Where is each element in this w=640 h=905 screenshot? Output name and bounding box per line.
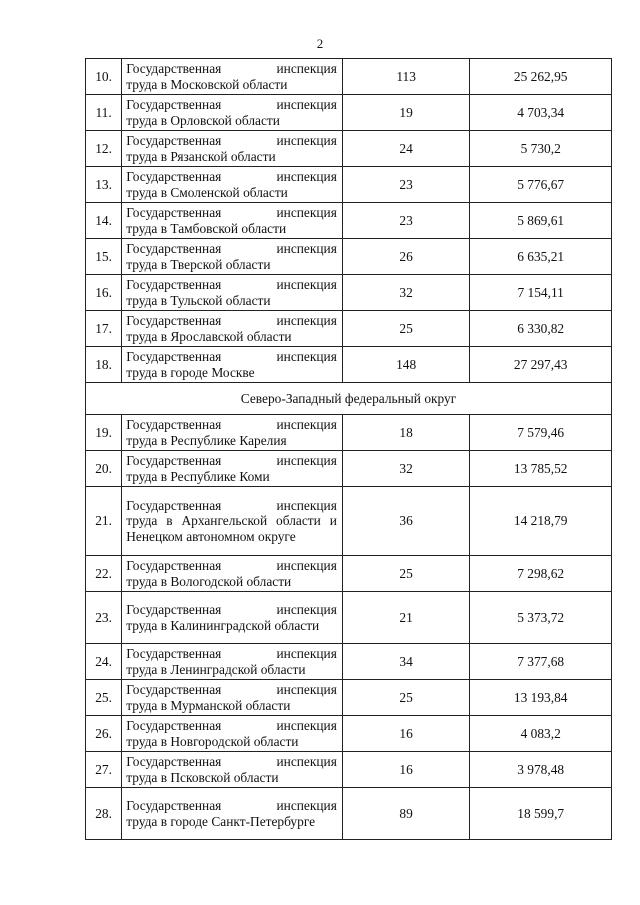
organization-name (122, 752, 343, 788)
row-number: 28. (86, 788, 122, 840)
table-row (86, 644, 612, 680)
table-row (86, 239, 612, 275)
rows-north-west (86, 415, 612, 840)
table-row (86, 415, 612, 451)
name-rest: труда в городе Москве (126, 364, 255, 380)
budget-amount: 7 579,46 (470, 415, 612, 451)
organization-name (122, 167, 343, 203)
staff-count: 113 (342, 59, 470, 95)
budget-amount: 18 599,7 (470, 788, 612, 840)
name-rest: труда в Калининградской области (126, 617, 320, 633)
name-word-1: Государственная (126, 682, 222, 697)
name-first-line (126, 754, 337, 770)
name-word-1: Государственная (126, 798, 222, 813)
row-number: 22. (86, 556, 122, 592)
name-rest: труда в Смоленской области (126, 184, 288, 200)
staff-count: 34 (342, 644, 470, 680)
organization-name (122, 487, 343, 556)
name-word-1: Государственная (126, 718, 222, 733)
staff-count: 18 (342, 415, 470, 451)
staff-count: 25 (342, 556, 470, 592)
name-word-2: инспекция (276, 453, 337, 468)
table-row (86, 716, 612, 752)
organization-name (122, 415, 343, 451)
name-word-1: Государственная (126, 205, 222, 220)
name-word-1: Государственная (126, 349, 222, 364)
row-number: 12. (86, 131, 122, 167)
staff-count: 24 (342, 131, 470, 167)
name-first-line (126, 169, 337, 185)
organization-name (122, 311, 343, 347)
row-number: 23. (86, 592, 122, 644)
organization-name (122, 131, 343, 167)
staff-count: 32 (342, 451, 470, 487)
name-word-2: инспекция (276, 169, 337, 184)
budget-amount: 5 730,2 (470, 131, 612, 167)
name-rest: труда в Псковской области (126, 769, 279, 785)
name-word-1: Государственная (126, 277, 222, 292)
staff-count: 36 (342, 487, 470, 556)
name-first-line (126, 558, 337, 574)
name-first-line (126, 417, 337, 433)
budget-amount: 3 978,48 (470, 752, 612, 788)
row-number: 10. (86, 59, 122, 95)
organization-name (122, 451, 343, 487)
name-first-line (126, 602, 337, 618)
name-rest: труда в Ярославской области (126, 328, 292, 344)
name-word-2: инспекция (276, 718, 337, 733)
name-word-2: инспекция (276, 313, 337, 328)
name-word-2: инспекция (276, 754, 337, 769)
row-number: 24. (86, 644, 122, 680)
name-first-line (126, 453, 337, 469)
budget-amount: 4 083,2 (470, 716, 612, 752)
name-word-2: инспекция (276, 682, 337, 697)
budget-amount: 7 154,11 (470, 275, 612, 311)
table-row (86, 592, 612, 644)
name-word-2: инспекция (276, 602, 337, 617)
row-number: 17. (86, 311, 122, 347)
budget-amount: 13 193,84 (470, 680, 612, 716)
name-word-2: инспекция (276, 97, 337, 112)
name-rest: труда в Орловской области (126, 112, 280, 128)
name-word-2: инспекция (276, 277, 337, 292)
budget-amount: 5 373,72 (470, 592, 612, 644)
table-row (86, 680, 612, 716)
name-word-1: Государственная (126, 754, 222, 769)
name-word-1: Государственная (126, 97, 222, 112)
budget-amount: 5 776,67 (470, 167, 612, 203)
name-first-line (126, 682, 337, 698)
table-row (86, 167, 612, 203)
name-rest: труда в Республике Карелия (126, 432, 287, 448)
table-row (86, 311, 612, 347)
organization-name (122, 347, 343, 383)
name-word-1: Государственная (126, 313, 222, 328)
name-word-2: инспекция (276, 417, 337, 432)
organization-name (122, 556, 343, 592)
organization-name (122, 680, 343, 716)
staff-count: 19 (342, 95, 470, 131)
table-row (86, 275, 612, 311)
name-rest: труда в Новгородской области (126, 733, 299, 749)
name-word-1: Государственная (126, 241, 222, 256)
staff-count: 25 (342, 311, 470, 347)
name-first-line (126, 205, 337, 221)
staff-count: 26 (342, 239, 470, 275)
organization-name (122, 95, 343, 131)
row-number: 25. (86, 680, 122, 716)
organization-name (122, 716, 343, 752)
row-number: 11. (86, 95, 122, 131)
name-word-1: Государственная (126, 602, 222, 617)
name-word-2: инспекция (276, 61, 337, 76)
name-word-2: инспекция (276, 497, 337, 513)
organization-name (122, 275, 343, 311)
name-first-line (126, 61, 337, 77)
name-first-line (126, 718, 337, 734)
name-first-line (126, 133, 337, 149)
row-number: 16. (86, 275, 122, 311)
staff-count: 16 (342, 716, 470, 752)
name-word-1: Государственная (126, 558, 222, 573)
name-rest: труда в Тамбовской области (126, 220, 287, 236)
name-word-1: Государственная (126, 133, 222, 148)
budget-table (85, 58, 612, 840)
name-first-line (126, 97, 337, 113)
name-rest: труда в Тверской области (126, 256, 271, 272)
organization-name (122, 203, 343, 239)
name-first-line (126, 313, 337, 329)
name-rest: труда в Московской области (126, 76, 288, 92)
table-row (86, 788, 612, 840)
name-word-1: Государственная (126, 646, 222, 661)
name-first-line (126, 349, 337, 365)
name-first-line (126, 277, 337, 293)
name-rest: труда в городе Санкт-Петербурге (126, 813, 316, 829)
row-number: 19. (86, 415, 122, 451)
name-rest: труда в Тульской области (126, 292, 271, 308)
name-word-1: Государственная (126, 169, 222, 184)
budget-amount: 25 262,95 (470, 59, 612, 95)
staff-count: 25 (342, 680, 470, 716)
table-row (86, 131, 612, 167)
row-number: 13. (86, 167, 122, 203)
name-word-1: Государственная (126, 61, 222, 76)
staff-count: 89 (342, 788, 470, 840)
name-word-1: Государственная (126, 453, 222, 468)
row-number: 20. (86, 451, 122, 487)
name-first-line (126, 646, 337, 662)
name-first-line (126, 241, 337, 257)
budget-amount: 14 218,79 (470, 487, 612, 556)
name-word-1: Государственная (126, 417, 222, 432)
page-number: 2 (316, 36, 324, 51)
name-rest: труда в Вологодской области (126, 573, 292, 589)
name-word-2: инспекция (276, 798, 337, 813)
section-title-north-west: Северо-Западный федеральный округ (86, 383, 612, 415)
name-word-2: инспекция (276, 349, 337, 364)
table-row (86, 556, 612, 592)
row-number: 27. (86, 752, 122, 788)
organization-name (122, 644, 343, 680)
name-word-2: инспекция (276, 133, 337, 148)
name-word-2: инспекция (276, 558, 337, 573)
table-row (86, 347, 612, 383)
budget-amount: 4 703,34 (470, 95, 612, 131)
name-word-2: инспекция (276, 241, 337, 256)
name-rest: труда в Мурманской области (126, 697, 291, 713)
row-number: 21. (86, 487, 122, 556)
table-row (86, 95, 612, 131)
rows-central (86, 59, 612, 383)
name-rest: труда в Республике Коми (126, 468, 270, 484)
budget-amount: 6 330,82 (470, 311, 612, 347)
table-row (86, 59, 612, 95)
name-first-line (126, 798, 337, 814)
table-row (86, 451, 612, 487)
staff-count: 21 (342, 592, 470, 644)
staff-count: 16 (342, 752, 470, 788)
staff-count: 23 (342, 203, 470, 239)
name-rest: труда в Рязанской области (126, 148, 276, 164)
staff-count: 23 (342, 167, 470, 203)
name-first-line (126, 498, 337, 514)
name-word-1: Государственная (126, 497, 222, 513)
table-row (86, 752, 612, 788)
organization-name (122, 239, 343, 275)
row-number: 18. (86, 347, 122, 383)
name-rest: труда в Архангельской области и Ненецком автономном округе (126, 513, 337, 544)
budget-amount: 7 298,62 (470, 556, 612, 592)
organization-name (122, 59, 343, 95)
name-rest: труда в Ленинградской области (126, 661, 306, 677)
row-number: 14. (86, 203, 122, 239)
row-number: 26. (86, 716, 122, 752)
table-row (86, 487, 612, 556)
budget-amount: 6 635,21 (470, 239, 612, 275)
organization-name (122, 788, 343, 840)
staff-count: 32 (342, 275, 470, 311)
budget-amount: 27 297,43 (470, 347, 612, 383)
table-row (86, 203, 612, 239)
budget-amount: 5 869,61 (470, 203, 612, 239)
name-word-2: инспекция (276, 646, 337, 661)
organization-name (122, 592, 343, 644)
name-word-2: инспекция (276, 205, 337, 220)
section-row (86, 383, 612, 415)
budget-amount: 7 377,68 (470, 644, 612, 680)
staff-count: 148 (342, 347, 470, 383)
row-number: 15. (86, 239, 122, 275)
section-row-group (86, 383, 612, 415)
budget-amount: 13 785,52 (470, 451, 612, 487)
